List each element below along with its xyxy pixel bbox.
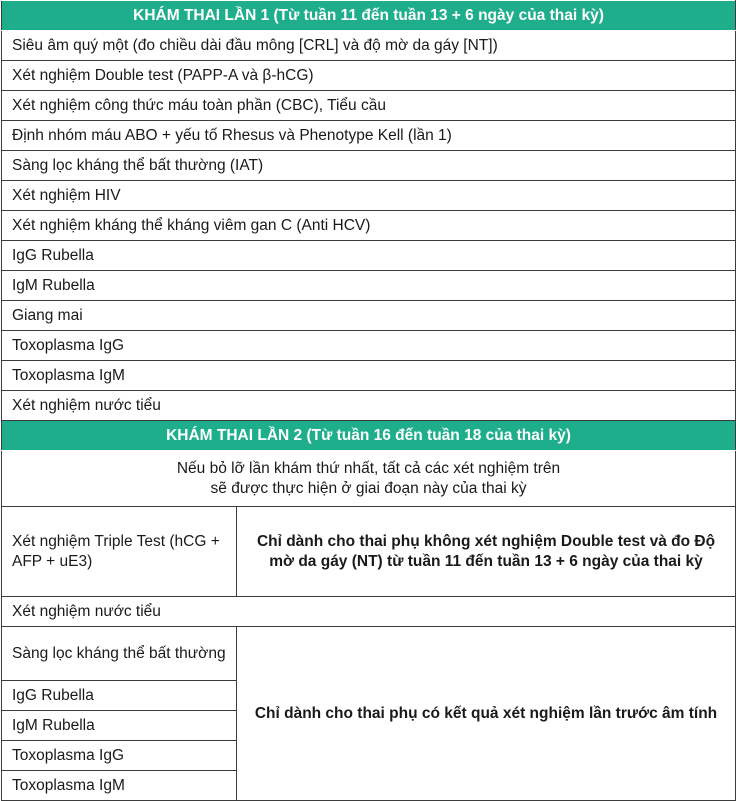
missed-visit-note	[2, 451, 736, 507]
table-row	[2, 121, 736, 151]
test-item: IgG Rubella	[2, 241, 736, 271]
triple-test-item: Xét nghiệm Triple Test (hCG + AFP + uE3)	[2, 507, 237, 597]
table-row	[2, 391, 736, 421]
test-item: Toxoplasma IgG	[2, 741, 237, 771]
test-item: Xét nghiệm nước tiểu	[2, 391, 736, 421]
test-item: Giang mai	[2, 301, 736, 331]
section1-header-row	[2, 1, 736, 31]
table-row	[2, 361, 736, 391]
section2-header-row	[2, 421, 736, 451]
table-row	[2, 91, 736, 121]
note-line-1: Nếu bỏ lỡ lần khám thứ nhất, tất cả các xét nghiệm trên	[176, 459, 561, 477]
section1-header: KHÁM THAI LẦN 1 (Từ tuần 11 đến tuần 13 + 6 ngày của thai kỳ)	[2, 1, 736, 31]
test-item: Toxoplasma IgM	[2, 361, 736, 391]
test-item: Toxoplasma IgG	[2, 331, 736, 361]
section2-header: KHÁM THAI LẦN 2 (Từ tuần 16 đến tuần 18 của thai kỳ)	[2, 421, 736, 451]
table-row	[2, 331, 736, 361]
table-row	[2, 451, 736, 507]
test-item: Siêu âm quý một (đo chiều dài đầu mông [CRL] và độ mờ da gáy [NT])	[2, 31, 736, 61]
table-row	[2, 301, 736, 331]
triple-test-condition: Chỉ dành cho thai phụ không xét nghiệm Double test và đo Độ mờ da gáy (NT) từ tuần 11 đến tuần 13 + 6 ngày của thai kỳ	[237, 507, 736, 597]
table-row	[2, 241, 736, 271]
test-item: Định nhóm máu ABO + yếu tố Rhesus và Phenotype Kell (lần 1)	[2, 121, 736, 151]
table-row	[2, 507, 736, 597]
pregnancy-checkup-table	[1, 0, 736, 801]
table-row	[2, 31, 736, 61]
table-row	[2, 181, 736, 211]
test-item: IgG Rubella	[2, 681, 237, 711]
test-item: Xét nghiệm công thức máu toàn phần (CBC), Tiểu cầu	[2, 91, 736, 121]
test-item: Xét nghiệm HIV	[2, 181, 736, 211]
test-item: IgM Rubella	[2, 271, 736, 301]
table-row	[2, 61, 736, 91]
test-item: Toxoplasma IgM	[2, 771, 237, 801]
test-item: Xét nghiệm nước tiểu	[2, 597, 736, 627]
test-item: Xét nghiệm kháng thể kháng viêm gan C (Anti HCV)	[2, 211, 736, 241]
test-item: Sàng lọc kháng thể bất thường (IAT)	[2, 151, 736, 181]
test-item: Sàng lọc kháng thể bất thường	[2, 627, 237, 681]
test-item: IgM Rubella	[2, 711, 237, 741]
table-row	[2, 211, 736, 241]
table-row	[2, 627, 736, 681]
test-item: Xét nghiệm Double test (PAPP-A và β-hCG)	[2, 61, 736, 91]
table-row	[2, 151, 736, 181]
table-row	[2, 597, 736, 627]
conditional-note: Chỉ dành cho thai phụ có kết quả xét nghiệm lần trước âm tính	[237, 627, 736, 801]
table-row	[2, 271, 736, 301]
note-line-2: sẽ được thực hiện ở giai đoạn này của thai kỳ	[210, 479, 527, 497]
